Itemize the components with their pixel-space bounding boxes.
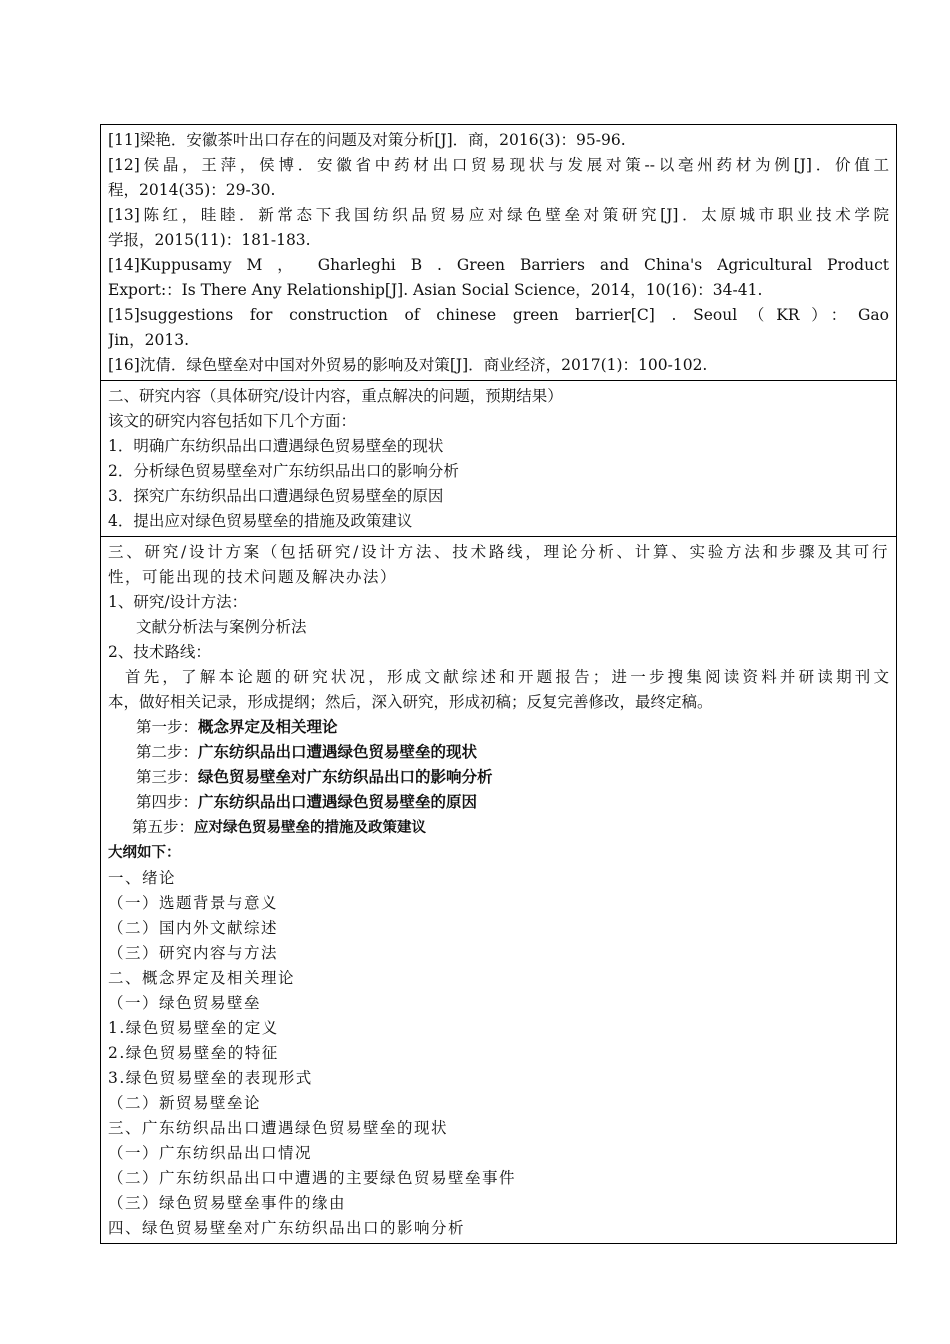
content-item: 1．明确广东纺织品出口遭遇绿色贸易壁垒的现状 <box>108 437 444 455</box>
step-row <box>108 715 889 740</box>
outline-item: 四、绿色贸易壁垒对广东纺织品出口的影响分析 <box>108 1219 466 1237</box>
step-text: 概念界定及相关理论 <box>198 718 338 736</box>
outline-title: 大纲如下： <box>108 845 181 861</box>
method-title: 1、研究/设计方法： <box>108 593 248 611</box>
step-text: 广东纺织品出口遭遇绿色贸易壁垒的原因 <box>198 793 478 811</box>
outline-item: 2.绿色贸易壁垒的特征 <box>108 1044 279 1062</box>
outline-item: （三）研究内容与方法 <box>108 944 279 962</box>
outline-item: （二）国内外文献综述 <box>108 919 279 937</box>
outline-item: 1.绿色贸易壁垒的定义 <box>108 1019 279 1037</box>
step-row <box>108 790 889 815</box>
method-text: 文献分析法与案例分析法 <box>136 618 307 636</box>
route-title: 2、技术路线： <box>108 643 211 661</box>
step-label: 第三步： <box>136 768 199 786</box>
section-heading-cont: 性，可能出现的技术问题及解决办法） <box>108 568 398 586</box>
section-heading: 二、研究内容（具体研究/设计内容，重点解决的问题，预期结果） <box>108 387 563 405</box>
reference-line: [14]Kuppusamy M ， Gharleghi B . Green Barriers and China's Agricultural Product <box>108 256 889 274</box>
research-plan-cell <box>101 536 896 1243</box>
proposal-table <box>100 124 897 1244</box>
reference-line: Jin，2013. <box>108 331 190 349</box>
outline-item: （一）选题背景与意义 <box>108 894 279 912</box>
outline-item: （二）广东纺织品出口中遭遇的主要绿色贸易壁垒事件 <box>108 1169 517 1187</box>
step-label: 第五步： <box>132 818 195 836</box>
outline-item: （二）新贸易壁垒论 <box>108 1094 262 1112</box>
step-label: 第四步： <box>136 793 199 811</box>
step-row <box>108 765 889 790</box>
content-item: 2．分析绿色贸易壁垒对广东纺织品出口的影响分析 <box>108 462 459 480</box>
step-label: 第一步： <box>136 718 199 736</box>
outline-item: （一）广东纺织品出口情况 <box>108 1144 313 1162</box>
reference-line: [16]沈倩．绿色壁垒对中国对外贸易的影响及对策[J]．商业经济，2017(1)：100-102. <box>108 356 708 374</box>
step-row <box>108 815 889 841</box>
reference-line: Export:：Is There Any Relationship[J]. Asian Social Science，2014，10(16)：34-41. <box>108 281 763 299</box>
references-cell <box>101 125 896 380</box>
route-paragraph-cont: 本，做好相关记录，形成提纲；然后，深入研究，形成初稿；反复完善修改，最终定稿。 <box>108 693 713 711</box>
step-text: 绿色贸易壁垒对广东纺织品出口的影响分析 <box>198 768 493 786</box>
reference-line: 程，2014(35)：29-30. <box>108 181 276 199</box>
outline-item: 3.绿色贸易壁垒的表现形式 <box>108 1069 313 1087</box>
outline-item: （三）绿色贸易壁垒事件的缘由 <box>108 1194 347 1212</box>
reference-line: [13]陈红，眭睦．新常态下我国纺织品贸易应对绿色壁垒对策研究[J]．太原城市职业技术学院 <box>108 206 889 224</box>
research-content-cell <box>101 380 896 536</box>
reference-line: [11]梁艳．安徽茶叶出口存在的问题及对策分析[J]．商，2016(3)：95-96. <box>108 131 626 149</box>
outline-item: 三、广东纺织品出口遭遇绿色贸易壁垒的现状 <box>108 1119 449 1137</box>
reference-line: [12]侯晶，王萍，侯博．安徽省中药材出口贸易现状与发展对策--以亳州药材为例[J]．价值工 <box>108 156 889 174</box>
section-intro: 该文的研究内容包括如下几个方面： <box>108 412 357 430</box>
reference-line: [15]suggestions for construction of chinese green barrier[C] . Seoul（KR）：Gao <box>108 306 889 324</box>
outline-item: 二、概念界定及相关理论 <box>108 969 296 987</box>
step-row <box>108 740 889 765</box>
step-text: 广东纺织品出口遭遇绿色贸易壁垒的现状 <box>198 743 478 761</box>
content-item: 4．提出应对绿色贸易壁垒的措施及政策建议 <box>108 512 413 530</box>
route-paragraph: 首先，了解本论题的研究状况，形成文献综述和开题报告；进一步搜集阅读资料并研读期刊文 <box>125 668 889 686</box>
content-item: 3．探究广东纺织品出口遭遇绿色贸易壁垒的原因 <box>108 487 444 505</box>
step-label: 第二步： <box>136 743 199 761</box>
section-heading: 三、研究/设计方案（包括研究/设计方法、技术路线，理论分析、计算、实验方法和步骤及其可行 <box>108 543 889 561</box>
reference-line: 学报，2015(11)：181-183. <box>108 231 311 249</box>
outline-item: 一、绪论 <box>108 869 177 887</box>
outline-item: （一）绿色贸易壁垒 <box>108 994 262 1012</box>
step-text: 应对绿色贸易壁垒的措施及政策建议 <box>194 820 427 836</box>
